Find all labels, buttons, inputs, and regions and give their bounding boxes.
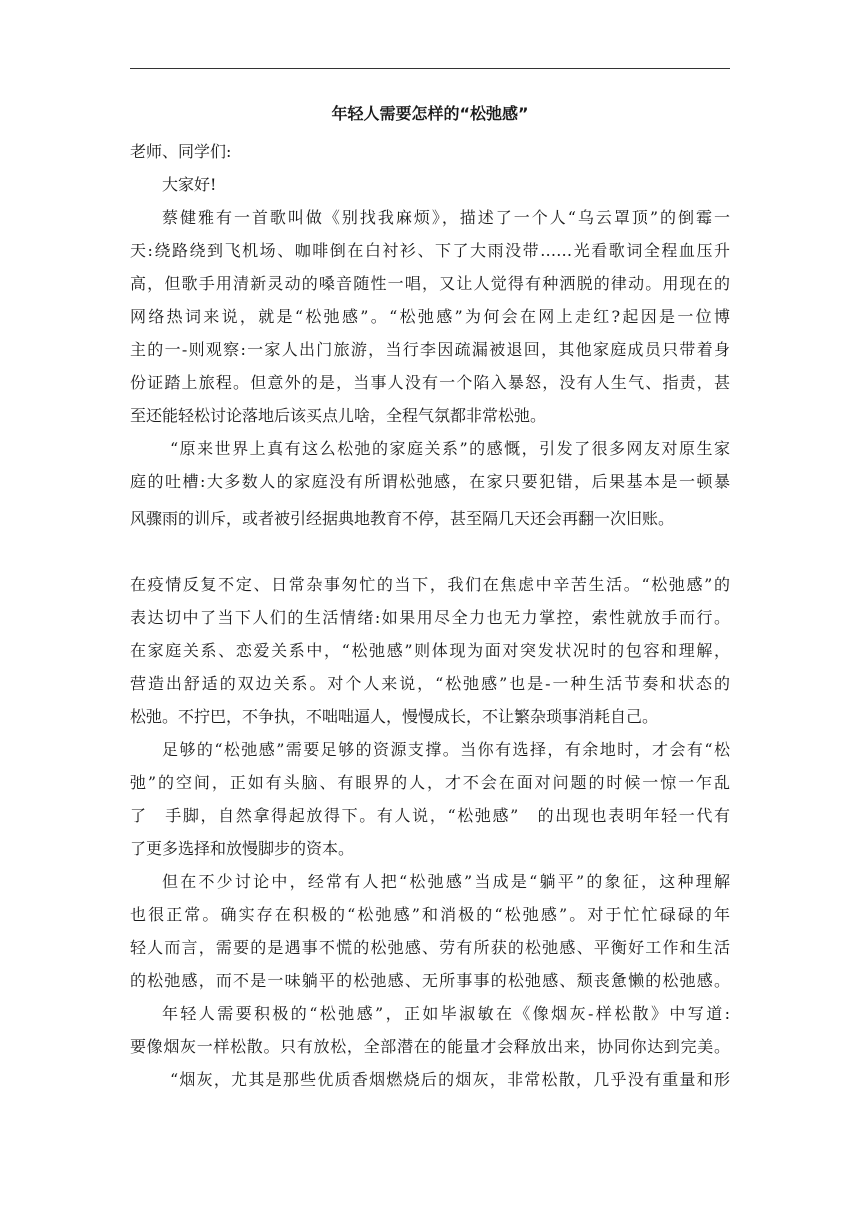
body-line: 也很正常。确实存在积极的“松弛感”和消极的“松弛感”。对于忙忙碌碌的年	[130, 905, 730, 924]
header-rule	[130, 68, 730, 69]
body-line: 了更多选择和放慢脚步的资本。	[130, 839, 355, 858]
body-line: 高，但歌手用清新灵动的嗓音随性一唱，又让人觉得有种洒脱的律动。用现在的	[130, 274, 730, 293]
body-line: 份证踏上旅程。但意外的是，当事人没有一个陷入暴怒，没有人生气、指责，甚	[130, 373, 730, 392]
body-line: 弛”的空间，正如有头脑、有眼界的人，才不会在面对问题的时候一惊一乍乱	[130, 773, 730, 792]
body-line: “原来世界上真有这么松弛的家庭关系”的感慨，引发了很多网友对原生家	[170, 439, 730, 458]
body-line: 要像烟灰一样松散。只有放松，全部潜在的能量才会释放出来，协同你达到完美。	[130, 1037, 730, 1056]
greeting: 大家好!	[162, 175, 217, 194]
body-line: 轻人而言，需要的是遇事不慌的松弛感、劳有所获的松弛感、平衡好工作和生活	[130, 938, 730, 957]
page-title: 年轻人需要怎样的“松弛感”	[331, 104, 529, 123]
body-line: 至还能轻松讨论落地后该买点儿啥，全程气氛都非常松弛。	[130, 406, 547, 425]
body-line: 天:绕路绕到飞机场、咖啡倒在白衬衫、下了大雨没带……光看歌词全程血压升	[130, 241, 730, 260]
body-line: 网络热词来说，就是“松弛感”。“松弛感”为何会在网上走红?起因是一位博	[130, 307, 730, 326]
body-line: 营造出舒适的双边关系。对个人来说，“松弛感”也是-一种生活节奏和状态的	[130, 674, 730, 693]
body-line: 蔡健雅有一首歌叫做《别找我麻烦》，描述了一个人“乌云罩顶”的倒霉一	[162, 208, 730, 227]
body-line: 的松弛感，而不是一味躺平的松弛感、无所事事的松弛感、颓丧惫懒的松弛感。	[130, 971, 730, 990]
body-line: 年轻人需要积极的“松弛感”，正如毕淑敏在《像烟灰-样松散》中写道:	[162, 1004, 730, 1023]
body-line: 足够的“松弛感”需要足够的资源支撑。当你有选择，有余地时，才会有“松	[162, 740, 730, 759]
body-line: 在家庭关系、恋爱关系中，“松弛感”则体现为面对突发状况时的包容和理解，	[130, 641, 730, 660]
body-line: 松弛。不拧巴，不争执，不咄咄逼人，慢慢成长，不让繁杂琐事消耗自己。	[130, 707, 659, 726]
body-line: “烟灰，尤其是那些优质香烟燃烧后的烟灰，非常松散，几乎没有重量和形	[170, 1070, 730, 1089]
body-line: 主的一-则观察:一家人出门旅游，当行李因疏漏被退回，其他家庭成员只带着身	[130, 340, 730, 359]
body-line: 但在不少讨论中，经常有人把“松弛感”当成是“躺平”的象征，这种理解	[162, 872, 730, 891]
body-line: 在疫情反复不定、日常杂事匆忙的当下，我们在焦虑中辛苦生活。“松弛感”的	[130, 575, 730, 594]
body-line: 表达切中了当下人们的生活情绪:如果用尽全力也无力掌控，索性就放手而行。	[130, 608, 730, 627]
body-line: 风骤雨的训斥，或者被引经据典地教育不停，甚至隔几天还会再翻一次旧账。	[130, 509, 675, 528]
salutation: 老师、同学们:	[130, 142, 232, 161]
body-line: 了 手脚，自然拿得起放得下。有人说，“松弛感” 的出现也表明年轻一代有	[130, 806, 730, 825]
body-line: 庭的吐槽:大多数人的家庭没有所谓松弛感，在家只要犯错，后果基本是一顿暴	[130, 472, 730, 491]
